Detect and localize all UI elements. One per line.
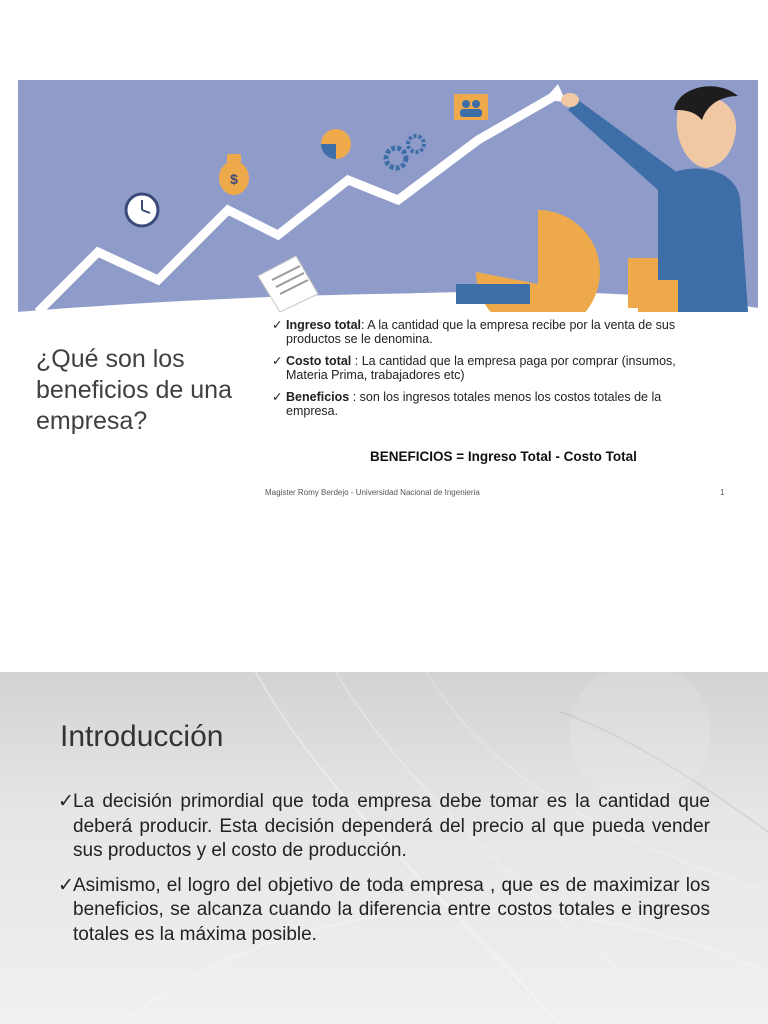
list-item	[272, 354, 712, 382]
slide-title: Introducción	[60, 720, 224, 753]
benefits-formula: BENEFICIOS = Ingreso Total - Costo Total	[370, 449, 637, 464]
check-icon: ✓	[272, 318, 283, 332]
list-item	[272, 390, 712, 418]
check-icon: ✓	[58, 874, 74, 896]
term-label: Ingreso total	[286, 318, 362, 332]
check-icon: ✓	[272, 390, 283, 404]
slide-footer: Magister Romy Berdejo - Universidad Nacional de Ingenieria	[265, 488, 480, 497]
term-definition: : A la cantidad que la empresa recibe por la venta de sus productos se le denomina.	[286, 318, 676, 346]
term-definition: : son los ingresos totales menos los costos totales de la empresa.	[286, 390, 662, 418]
bullet-text: La decisión primordial que toda empresa debe tomar es la cantidad que deberá producir. Esta decisión dependerá del precio al que pueda vender sus productos y el costo de producción.	[73, 791, 710, 861]
term-label: Beneficios	[286, 390, 350, 404]
slide-introduccion	[0, 672, 768, 1024]
slide-question-title: ¿Qué son los beneficios de una empresa?	[36, 345, 232, 435]
growth-illustration	[18, 80, 758, 312]
people-icon	[454, 94, 488, 120]
list-item	[272, 318, 712, 346]
clock-icon	[126, 194, 158, 226]
pie-chart-icon	[321, 129, 351, 159]
check-icon: ✓	[58, 791, 74, 812]
term-label: Costo total	[286, 354, 352, 368]
intro-bullet-list	[58, 790, 710, 957]
definitions-list	[272, 318, 712, 426]
list-item	[58, 790, 710, 864]
bullet-text: Asimismo, el logro del objetivo de toda empresa , que es de maximizar los beneficios, se alcanza cuando la diferencia entre costos totales e ingresos totales es la máxima posible.	[73, 874, 710, 945]
list-item	[58, 874, 710, 948]
page-number: 1	[720, 488, 725, 497]
check-icon: ✓	[272, 354, 283, 368]
term-definition: : La cantidad que la empresa paga por comprar (insumos, Materia Prima, trabajadores etc)	[286, 354, 676, 382]
money-symbol: $	[230, 171, 238, 187]
